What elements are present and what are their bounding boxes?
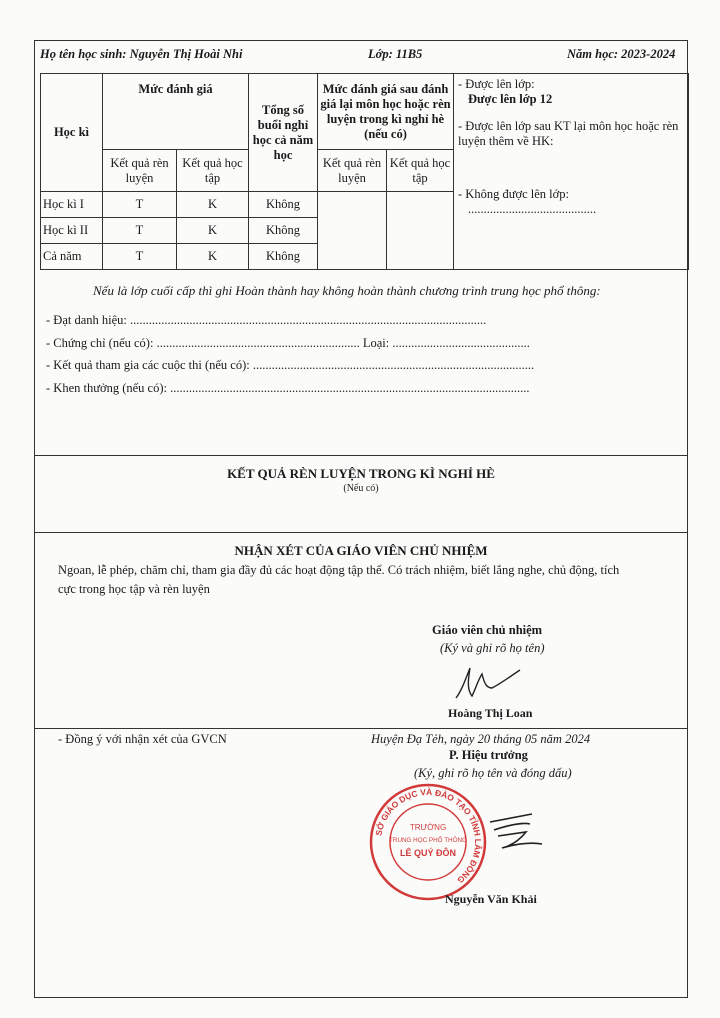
divider xyxy=(34,728,688,729)
khong-len-lop-dots: ......................................... xyxy=(468,202,597,216)
table-row: Cả năm T K Không xyxy=(41,244,689,270)
sub-hoc-tap-sau: Kết quả học tập xyxy=(387,150,454,192)
comment-line-1: Ngoan, lễ phép, chăm chỉ, tham gia đầy đủ các hoạt động tập thể. Có trách nhiệm, biết lắng nghe, chủ động, tích xyxy=(58,563,620,577)
agree-note: - Đồng ý với nhận xét của GVCN xyxy=(58,732,227,746)
sub-ren-luyen-sau: Kết quả rèn luyện xyxy=(318,150,387,192)
divider xyxy=(34,532,688,533)
grades-table xyxy=(40,73,689,270)
len-lop-sau-kt: - Được lên lớp sau KT lại môn học hoặc rèn luyện thêm về HK: xyxy=(458,119,679,148)
school-seal-stamp xyxy=(368,782,488,902)
chung-chi-line: - Chứng chỉ (nếu có): ................................................................. Loại: ............................................ xyxy=(46,336,530,350)
svg-text:TRUNG HỌC PHỔ THÔNG: TRUNG HỌC PHỔ THÔNG xyxy=(389,837,467,844)
svg-text:SỞ GIÁO DỤC VÀ ĐÀO TẠO TỈNH LÂ: SỞ GIÁO DỤC VÀ ĐÀO TẠO TỈNH LÂM ĐỒNG xyxy=(373,786,484,886)
place-date: Huyện Đạ Tẻh, ngày 20 tháng 05 năm 2024 xyxy=(371,732,591,746)
teacher-name: Hoàng Thị Loan xyxy=(448,706,533,720)
graduation-note: Nếu là lớp cuối cấp thì ghi Hoàn thành hay không hoàn thành chương trình trung học phổ thông: xyxy=(93,283,601,298)
principal-signature xyxy=(482,800,552,860)
col-muc-danh-gia: Mức đánh giá xyxy=(103,74,249,150)
len-lop-label: - Được lên lớp: xyxy=(458,77,535,91)
khen-thuong-line: - Khen thưởng (nếu có): ................................................................................................................... xyxy=(46,381,530,395)
school-year: Năm học: 2023-2024 xyxy=(567,47,676,61)
principal-sign-hint: (Ký, ghi rõ họ tên và đóng dấu) xyxy=(414,766,572,780)
summer-title: KẾT QUẢ RÈN LUYỆN TRONG KÌ NGHỈ HÈ xyxy=(227,466,495,481)
student-name: Họ tên học sinh: Nguyễn Thị Hoài Nhi xyxy=(40,47,243,61)
principal-role: P. Hiệu trưởng xyxy=(449,748,528,762)
sub-hoc-tap: Kết quả học tập xyxy=(177,150,249,192)
table-row: Học kì I T K Không xyxy=(41,192,689,218)
svg-text:LÊ QUÝ ĐÔN: LÊ QUÝ ĐÔN xyxy=(399,848,457,858)
col-muc-danh-gia-sau: Mức đánh giá sau đánh giá lại môn học hoặc rèn luyện trong kì nghỉ hè (nếu có) xyxy=(318,74,454,150)
teacher-role: Giáo viên chủ nhiệm xyxy=(432,623,543,637)
col-hoc-ki: Học kì xyxy=(41,74,103,192)
table-row: Học kì II T K Không xyxy=(41,218,689,244)
class-label: Lớp: 11B5 xyxy=(368,47,423,61)
col-tong-so-buoi-nghi: Tổng số buổi nghỉ học cả năm học xyxy=(249,74,318,192)
principal-name: Nguyễn Văn Khải xyxy=(445,892,537,906)
comment-line-2: cực trong học tập và rèn luyện xyxy=(58,582,210,596)
khong-len-lop: - Không được lên lớp: xyxy=(458,187,569,201)
promotion-status xyxy=(454,74,689,270)
cuoc-thi-line: - Kết quả tham gia các cuộc thi (nếu có): .......................................................................................... xyxy=(46,358,535,372)
re-eval-rl-cell xyxy=(318,192,387,270)
sub-ren-luyen: Kết quả rèn luyện xyxy=(103,150,177,192)
len-lop-value: Được lên lớp 12 xyxy=(468,92,553,106)
summer-subtitle: (Nếu có) xyxy=(343,483,379,494)
re-eval-ht-cell xyxy=(387,192,454,270)
danh-hieu-line: - Đạt danh hiệu: .................................................................................................................. xyxy=(46,313,487,327)
divider xyxy=(34,455,688,456)
teacher-signature xyxy=(448,660,528,705)
comment-title: NHẬN XÉT CỦA GIÁO VIÊN CHỦ NHIỆM xyxy=(234,543,488,558)
svg-text:TRƯỜNG: TRƯỜNG xyxy=(409,823,447,832)
teacher-sign-hint: (Ký và ghi rõ họ tên) xyxy=(440,641,545,655)
